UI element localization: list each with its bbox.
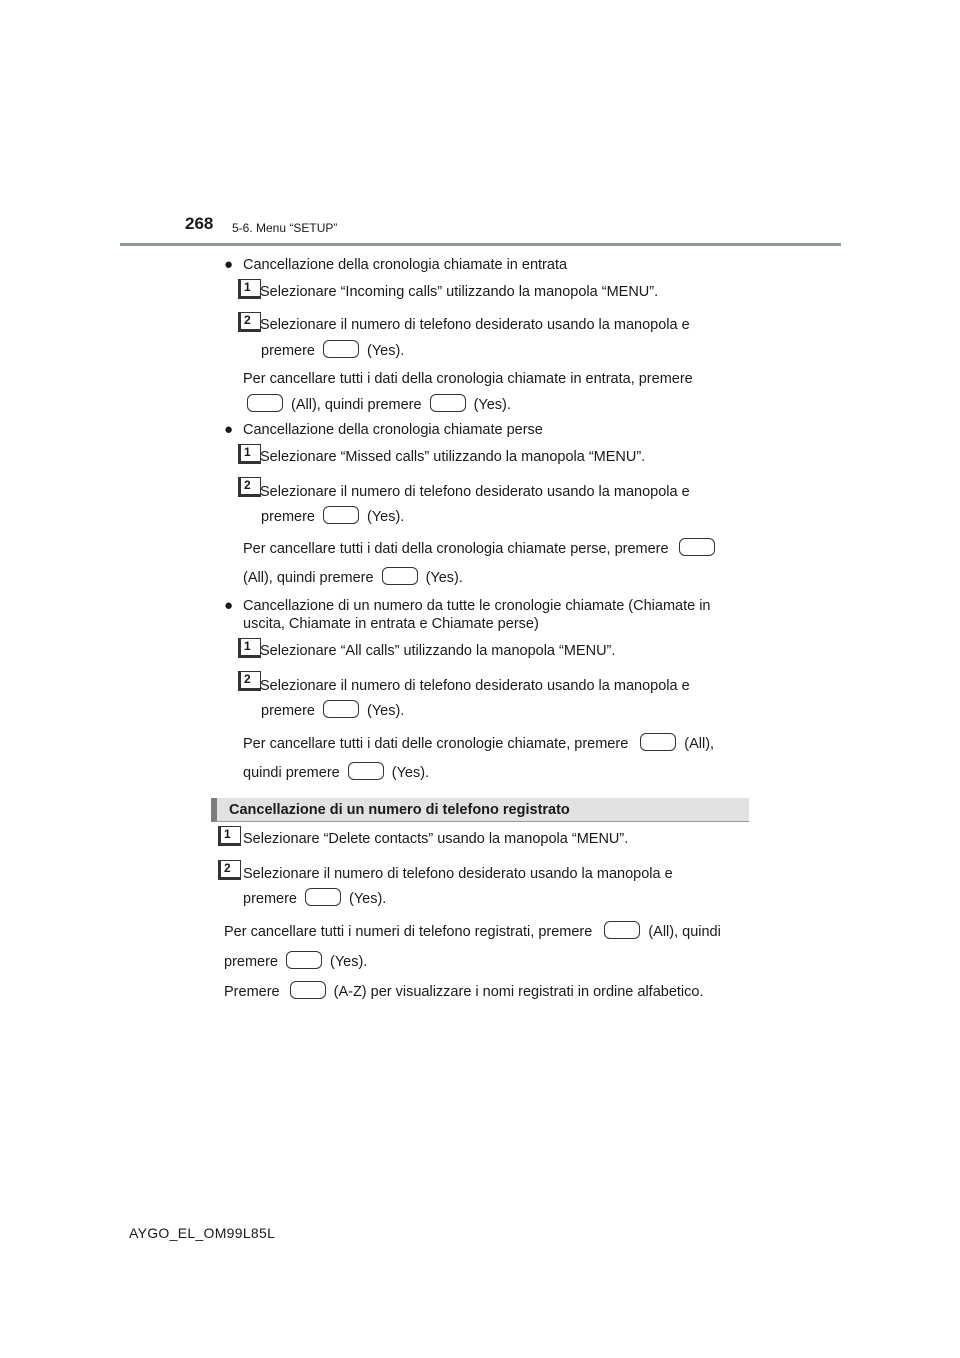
yes-text: (Yes). (473, 396, 511, 413)
all-text: (All), quindi (648, 923, 721, 940)
yes-text: (Yes). (330, 953, 368, 970)
footer-code: AYGO_EL_OM99L85L (129, 1225, 276, 1241)
yes-text: (Yes). (391, 764, 430, 781)
section-2-title: Cancellazione della cronologia chiamate perse (243, 422, 543, 438)
section-3-title-cont: uscita, Chiamate in entrata e Chiamate perse) (243, 616, 539, 632)
section-1-step-2-cont (261, 342, 404, 360)
step-2-icon: 2 (218, 860, 241, 880)
section-1-title: Cancellazione della cronologia chiamate in entrata (243, 257, 568, 273)
yes-text: (Yes). (367, 702, 405, 719)
section-1-note-cont (241, 396, 511, 414)
yes-button-icon (382, 567, 418, 585)
yes-button-icon (305, 888, 341, 906)
bullet-icon: ● (224, 421, 234, 438)
section-1-step-1: Selezionare “Incoming calls” utilizzando la manopola “MENU”. (260, 284, 659, 300)
premere-text: premere (261, 342, 315, 359)
section-2-step-1: Selezionare “Missed calls” utilizzando la manopola “MENU”. (260, 449, 646, 465)
az-text: (A-Z) per visualizzare i nomi registrati in ordine alfabetico. (333, 983, 704, 1000)
yes-text: (Yes). (349, 890, 387, 907)
section-2-note-cont (243, 569, 463, 587)
premere-text: premere (261, 508, 315, 525)
section-2-note (243, 540, 745, 558)
yes-button-icon (286, 951, 322, 969)
section-1-step-2: Selezionare il numero di telefono desiderato usando la manopola e (260, 317, 690, 333)
yes-text: (Yes). (367, 508, 405, 525)
section-2-step-2: Selezionare il numero di telefono desiderato usando la manopola e (260, 484, 690, 500)
box-section-header: Cancellazione di un numero di telefono registrato (211, 798, 749, 822)
all-text: (All), quindi premere (291, 396, 422, 413)
all-button-icon (679, 538, 715, 556)
note-text: Per cancellare tutti i dati delle cronologie chiamate, premere (243, 735, 629, 752)
section-3-title: Cancellazione di un numero da tutte le cronologie chiamate (Chiamate in (243, 598, 711, 614)
section-3-note (243, 735, 745, 753)
box-note-2 (224, 983, 704, 1001)
section-3-step-2-cont (261, 702, 404, 720)
all-button-icon (247, 394, 283, 412)
box-note-1-cont (224, 953, 367, 971)
box-note-1 (224, 923, 745, 941)
premere-text: premere (224, 953, 278, 970)
step-2-icon: 2 (238, 671, 261, 691)
premere-text: premere (261, 702, 315, 719)
az-button-icon (290, 981, 326, 999)
step-2-icon: 2 (238, 312, 261, 332)
all-button-icon (640, 733, 676, 751)
note-text: Per cancellare tutti i dati della cronologia chiamate perse, premere (243, 540, 669, 557)
step-1-icon: 1 (238, 279, 261, 299)
bullet-icon: ● (224, 597, 234, 614)
note-text: Per cancellare tutti i numeri di telefono registrati, premere (224, 923, 593, 940)
yes-button-icon (323, 700, 359, 718)
page-number: 268 (185, 214, 214, 233)
section-3-step-2: Selezionare il numero di telefono desiderato usando la manopola e (260, 678, 690, 694)
section-3-step-1: Selezionare “All calls” utilizzando la manopola “MENU”. (260, 643, 616, 659)
all-text: (All), quindi premere (243, 569, 374, 586)
box-step-1: Selezionare “Delete contacts” usando la manopola “MENU”. (243, 831, 629, 847)
yes-button-icon (430, 394, 466, 412)
yes-button-icon (323, 506, 359, 524)
box-step-2: Selezionare il numero di telefono desiderato usando la manopola e (243, 866, 673, 882)
section-3-note-cont (243, 764, 429, 782)
yes-button-icon (323, 340, 359, 358)
section-2-step-2-cont (261, 508, 404, 526)
all-text: (All), (684, 735, 715, 752)
premere-text: premere (243, 890, 297, 907)
header-rule (120, 243, 841, 246)
step-1-icon: 1 (218, 826, 241, 846)
quindi-text: quindi premere (243, 764, 340, 781)
section-1-note: Per cancellare tutti i dati della cronologia chiamate in entrata, premere (243, 371, 693, 387)
step-1-icon: 1 (238, 638, 261, 658)
all-button-icon (604, 921, 640, 939)
yes-button-icon (348, 762, 384, 780)
step-2-icon: 2 (238, 477, 261, 497)
step-1-icon: 1 (238, 444, 261, 464)
premere-text: Premere (224, 983, 280, 1000)
yes-text: (Yes). (367, 342, 405, 359)
section-title: 5-6. Menu “SETUP” (232, 221, 338, 235)
bullet-icon: ● (224, 256, 234, 273)
box-step-2-cont (243, 890, 386, 908)
yes-text: (Yes). (425, 569, 463, 586)
